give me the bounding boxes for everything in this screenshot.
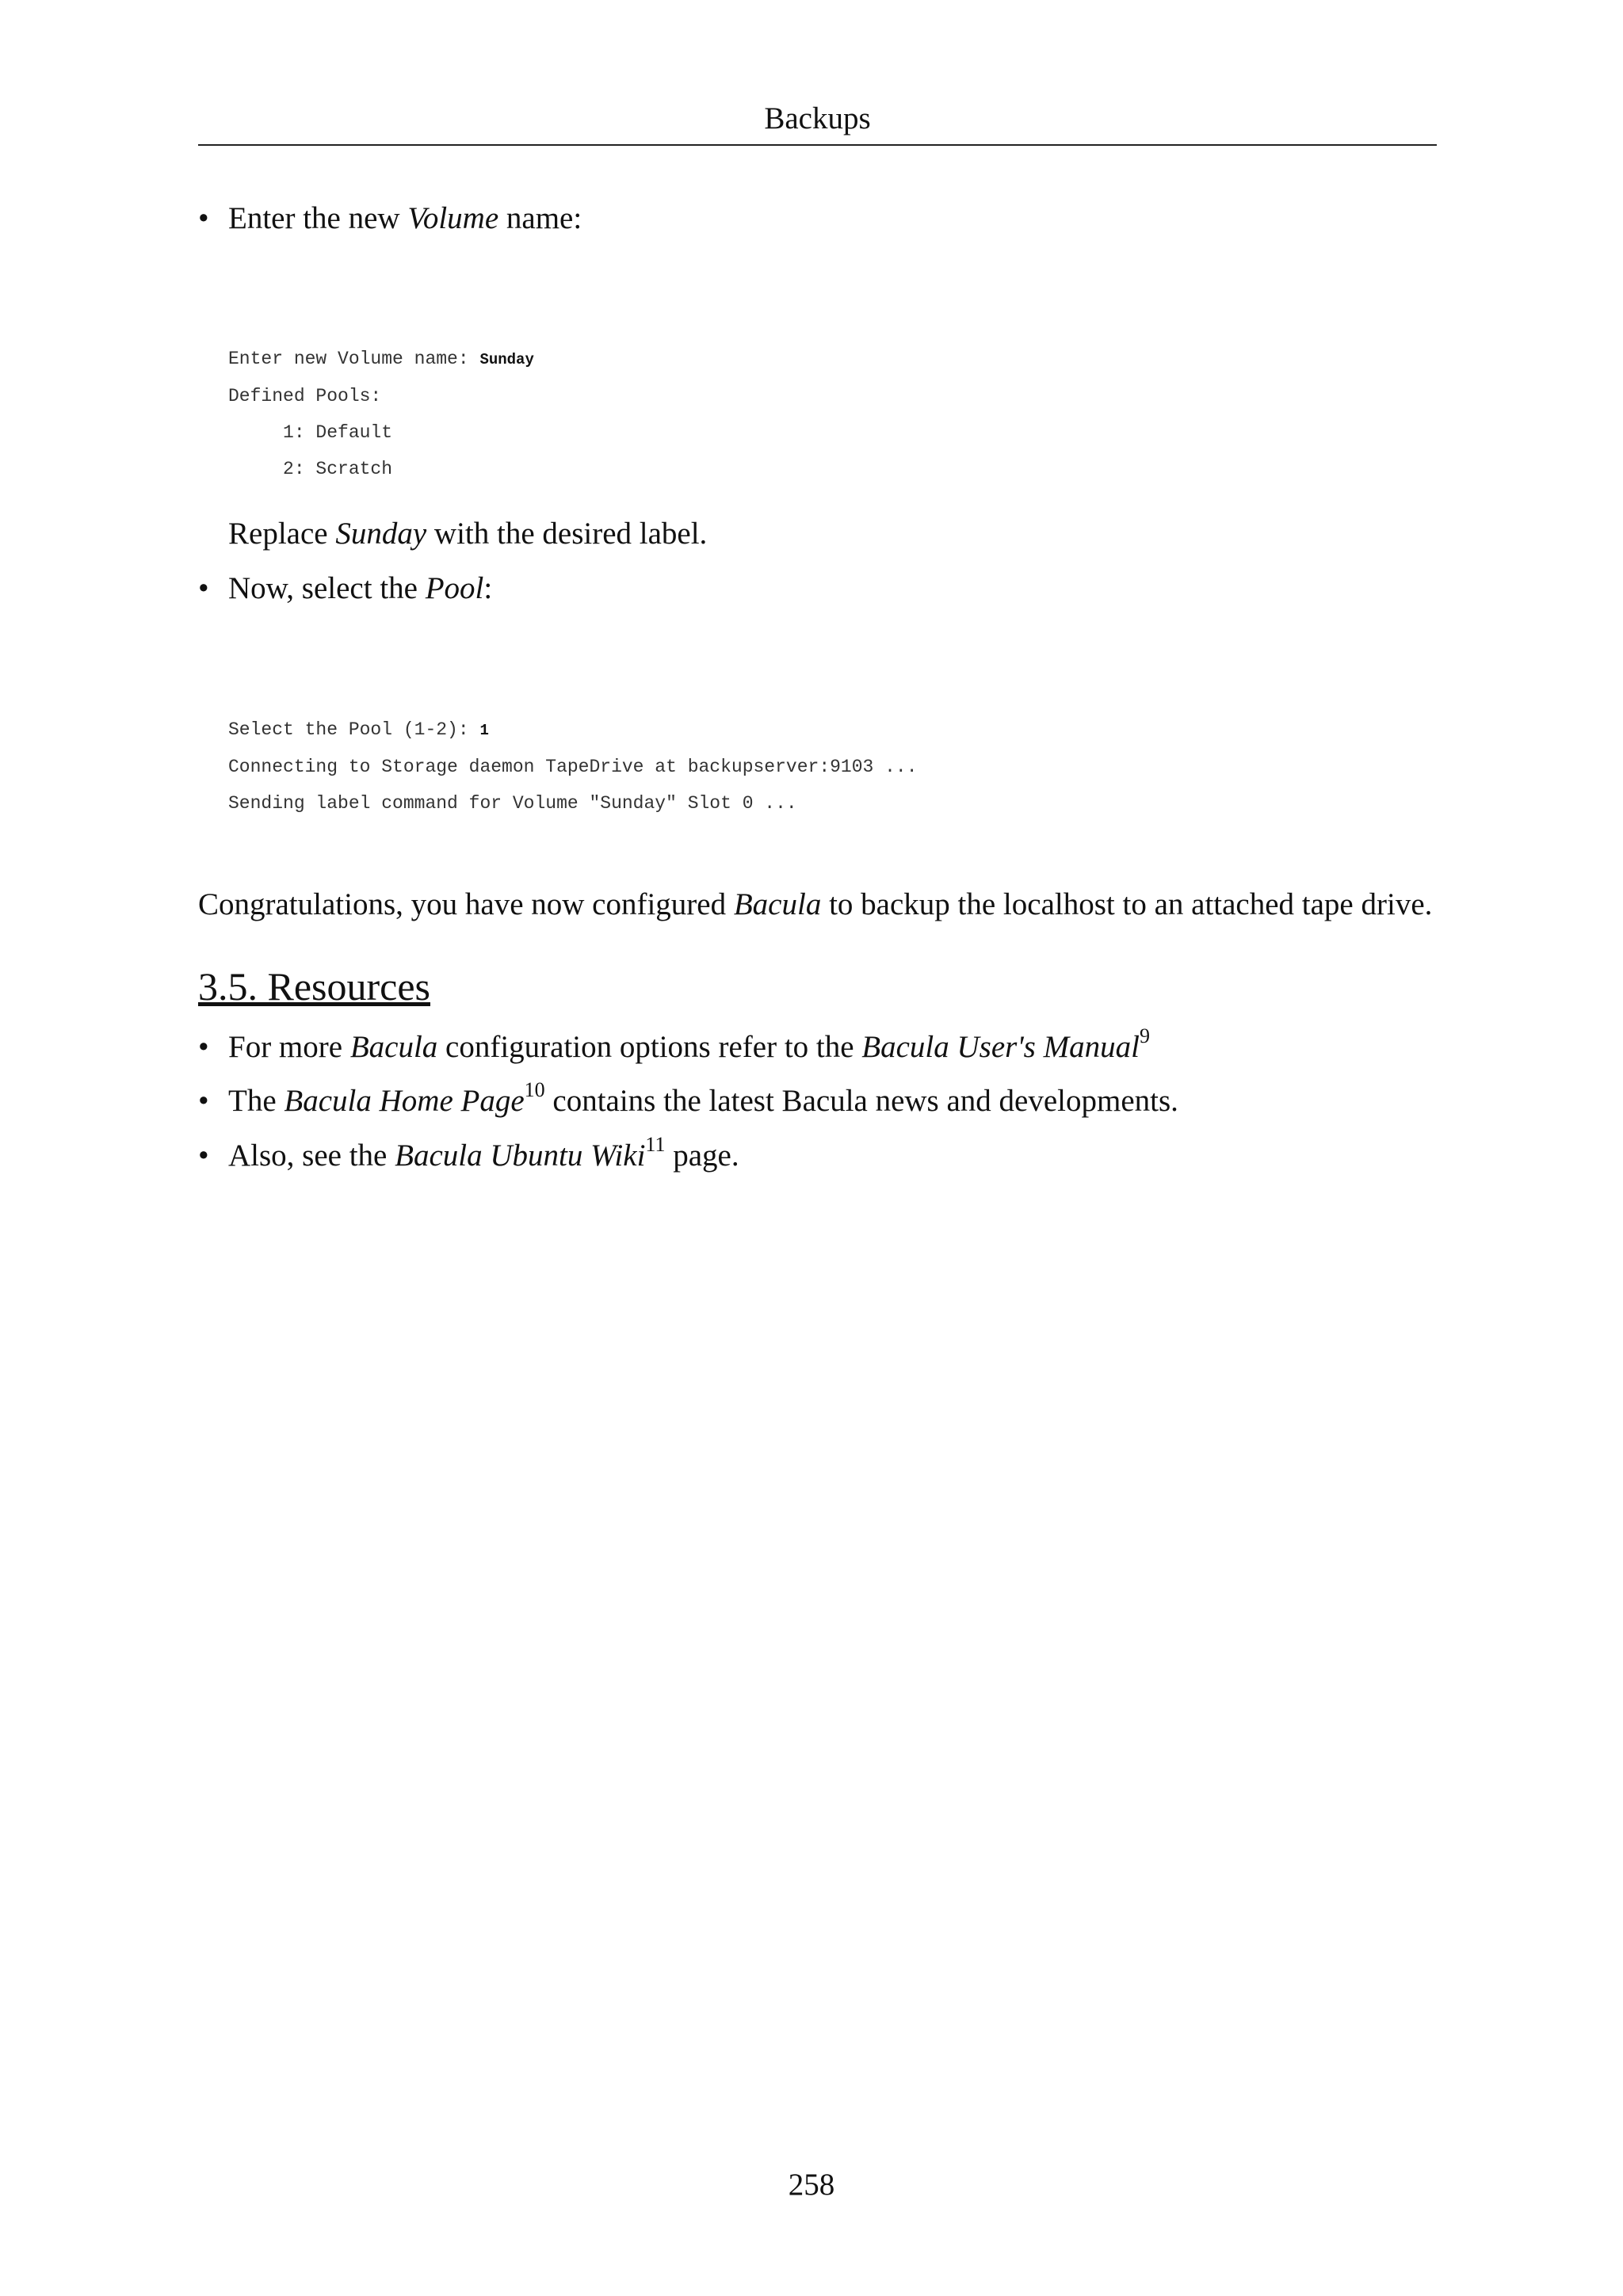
text: name: xyxy=(498,201,582,235)
list-item-resource-wiki xyxy=(198,1133,739,1175)
code-block-volume xyxy=(228,341,534,487)
list-item-resource-homepage xyxy=(198,1078,1178,1120)
code-line: 2: Scratch xyxy=(228,459,393,479)
text: The xyxy=(228,1084,285,1118)
code-line: Defined Pools: xyxy=(228,386,382,406)
code-line: Connecting to Storage daemon TapeDrive at backupserver:9103 ... xyxy=(228,757,918,777)
code-block-pool xyxy=(228,711,918,822)
footnote-ref[interactable]: 10 xyxy=(524,1078,545,1101)
footnote-ref[interactable]: 9 xyxy=(1139,1024,1150,1047)
text: Now, select the xyxy=(228,571,426,605)
link-ubuntu-wiki[interactable]: Bacula Ubuntu Wiki xyxy=(395,1138,646,1173)
section-heading[interactable]: 3.5. Resources xyxy=(198,964,430,1009)
list-item-enter-volume xyxy=(198,200,582,238)
footnote-ref[interactable]: 11 xyxy=(645,1133,666,1156)
code-line xyxy=(228,341,534,378)
text: : xyxy=(483,571,493,605)
bullet-dot: • xyxy=(198,571,209,605)
code-user-input: 1 xyxy=(479,722,489,739)
text: to backup the localhost to an attached tape drive. xyxy=(821,887,1433,921)
code-line: Sending label command for Volume "Sunday" Slot 0 ... xyxy=(228,793,797,814)
text: Congratulations, you have now configured xyxy=(198,887,734,921)
text: with the desired label. xyxy=(426,517,708,551)
emphasis: Volume xyxy=(407,201,499,235)
header-title: Backups xyxy=(764,101,871,135)
page-header xyxy=(198,100,1437,146)
emphasis: Pool xyxy=(425,571,484,605)
text: Enter the new xyxy=(228,201,408,235)
text: For more xyxy=(228,1030,350,1064)
text: page. xyxy=(665,1138,739,1173)
link-users-manual[interactable]: Bacula User's Manual xyxy=(861,1030,1140,1064)
link-home-page[interactable]: Bacula Home Page xyxy=(284,1084,525,1118)
emphasis: Bacula xyxy=(349,1030,438,1064)
code-line: 1: Default xyxy=(228,422,393,443)
text: Replace xyxy=(228,517,336,551)
emphasis: Sunday xyxy=(335,517,427,551)
bullet-dot: • xyxy=(198,1030,209,1064)
code-text: Select the Pool (1-2): xyxy=(228,719,480,740)
bullet-dot: • xyxy=(198,1084,209,1118)
text: configuration options refer to the xyxy=(437,1030,862,1064)
page-number: 258 xyxy=(788,2168,835,2202)
replace-note xyxy=(228,515,707,553)
text: Also, see the xyxy=(228,1138,395,1173)
code-user-input: Sunday xyxy=(479,351,534,368)
bullet-dot: • xyxy=(198,201,209,235)
code-text: Enter new Volume name: xyxy=(228,349,480,369)
emphasis: Bacula xyxy=(733,887,822,921)
list-item-resource-manual xyxy=(198,1024,1150,1066)
code-line xyxy=(228,711,918,749)
list-item-select-pool xyxy=(198,570,492,608)
congratulations-paragraph xyxy=(198,886,1432,924)
text: contains the latest Bacula news and developments. xyxy=(544,1084,1178,1118)
bullet-dot: • xyxy=(198,1138,209,1173)
